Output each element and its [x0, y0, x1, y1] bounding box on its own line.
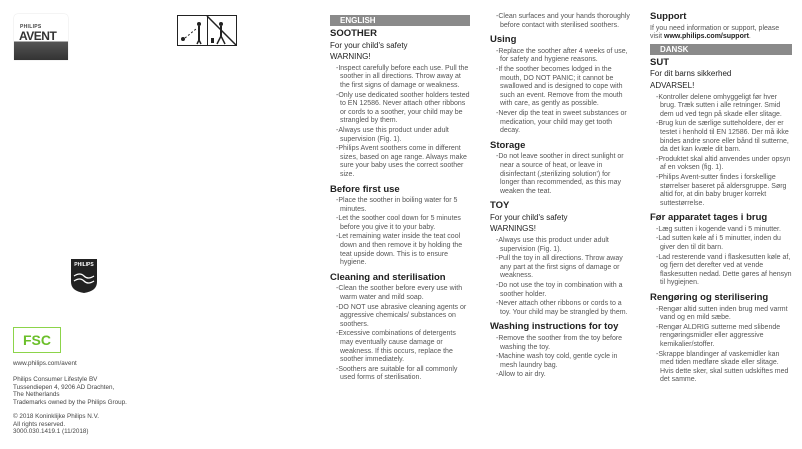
- list-item: - Produktet skal altid anvendes under opsyn af en voksen (fig. 1).: [655, 156, 792, 173]
- before-list: [650, 226, 792, 288]
- copyright-line: © 2018 Koninklijke Philips N.V.: [13, 413, 99, 420]
- using-list: [490, 48, 630, 136]
- list-item: - Clean the soother before every use with warm water and mild soap.: [335, 285, 470, 302]
- section-heading: Washing instructions for toy: [490, 321, 619, 333]
- list-item: - Rengør ALDRIG sutterne med slibende rengøringsmidler eller aggressive kemikalier/stoffer.: [655, 324, 792, 350]
- cleaning-list: [330, 285, 470, 383]
- list-item: - Only use dedicated soother holders tested to EN 12586. Never attach other ribbons or cords to a soother, your child may be strangled by them.: [335, 92, 470, 126]
- language-header-english: ENGLISH: [330, 15, 470, 26]
- list-item: - Allow to air dry.: [495, 371, 630, 380]
- language-header-danish: DANSK: [650, 44, 792, 55]
- list-item: - Inspect carefully before each use. Pull the soother in all directions. Throw away at the first signs of damage or weakness.: [335, 65, 470, 91]
- list-item: - Do not leave soother in direct sunlight or near a source of heat, or leave in disinfectant (‚sterilizing solution') for longer than recommended, as this may weaken the teat.: [495, 153, 630, 196]
- list-item: - Clean surfaces and your hands thoroughly before contact with sterilised soothers.: [495, 13, 630, 30]
- copyright-line: All rights reserved.: [13, 420, 66, 428]
- warning-list: [650, 94, 792, 209]
- list-item: - Machine wash toy cold, gentle cycle in mesh laundry bag.: [495, 353, 630, 370]
- section-title: SOOTHER: [330, 28, 377, 39]
- fsc-logo: FSC: [13, 327, 61, 353]
- list-item: - Remove the soother from the toy before washing the toy.: [495, 335, 630, 352]
- list-item: - Never attach other ribbons or cords to a toy. Your child may be strangled by them.: [495, 300, 630, 317]
- list-item: - DO NOT use abrasive cleaning agents or aggressive chemicals/ substances on soothers.: [335, 304, 470, 330]
- list-item: - Let remaining water inside the teat cool down and then remove it by holding the teat upside down. This is to ensure hygiene.: [335, 233, 470, 267]
- english-column-2: [490, 13, 630, 381]
- list-item: - Lad resterende vand i flaskesutten køle af, og fjern det derefter ved at vende flaskesutten nedad. Dette gøres af hensyn til hygiejnen.: [655, 254, 792, 288]
- list-item: - Let the soother cool down for 5 minutes before you give it to your baby.: [335, 215, 470, 232]
- section-title: TOY: [490, 200, 510, 212]
- list-item: - Lad sutten køle af i 5 minutter, inden du giver den til dit barn.: [655, 235, 792, 252]
- child-choking-warning-icon: [177, 15, 237, 46]
- list-item: - Always use this product under adult supervision (Fig. 1).: [335, 127, 470, 144]
- list-item: - Kontroller delene omhyggeligt før hver brug. Træk sutten i alle retninger. Smid dem ud ved tegn på skade eller slitage.: [655, 94, 792, 120]
- list-item: - Never dip the teat in sweet substances or medication, your child may get tooth decay.: [495, 110, 630, 136]
- list-item: - Always use this product under adult supervision (Fig. 1).: [495, 237, 630, 254]
- cleaning-list: [650, 306, 792, 385]
- cleaning-list-cont: [490, 13, 630, 30]
- list-item: - Brug kun de særlige sutteholdere, der er testet i henhold til EN 12586. Der må ikke bindes andre snore eller bånd til sutterne, da det kan kvæle dit barn.: [655, 120, 792, 154]
- section-heading: Before first use: [330, 183, 400, 195]
- before-list: [330, 197, 470, 268]
- list-item: - Place the soother in boiling water for 5 minutes.: [335, 197, 470, 214]
- list-item: - Soothers are suitable for all commonly used forms of sterilisation.: [335, 366, 470, 383]
- company-line: Philips Consumer Lifestyle BV: [13, 376, 98, 383]
- website-url: www.philips.com/avent: [13, 360, 77, 367]
- list-item: - Pull the toy in all directions. Throw away any part at the first signs of damage or weakness.: [495, 255, 630, 281]
- list-item: - Do not use the toy in combination with a soother holder.: [495, 282, 630, 299]
- storage-list: [490, 153, 630, 196]
- company-line: Trademarks owned by the Philips Group.: [13, 398, 127, 406]
- section-heading: Rengøring og sterilisering: [650, 292, 769, 304]
- toy-warning-list: [490, 237, 630, 317]
- list-item: - Skrappe blandinger af vaskemidler kan med tiden medføre skade eller slitage. Hvis dette sker, skal sutten udskiftes med det samme.: [655, 351, 792, 385]
- section-heading: Cleaning and sterilisation: [330, 271, 446, 283]
- section-heading: Support: [650, 11, 687, 22]
- philips-shield-icon: [70, 258, 98, 294]
- safety-subtitle: For your child's safety: [330, 40, 408, 50]
- list-item: - Replace the soother after 4 weeks of use, for safety and hygiene reasons.: [495, 48, 630, 65]
- warning-label: WARNING!: [330, 52, 371, 62]
- section-title: SUT: [650, 56, 669, 68]
- section-heading: Storage: [490, 139, 526, 151]
- warning-label: ADVARSEL!: [650, 80, 695, 90]
- philips-avent-logo: [14, 14, 68, 60]
- support-text: If you need information or support, please visit www.philips.com/support.: [650, 24, 780, 41]
- support-intro: If you need information or support, please visit: [650, 24, 780, 41]
- warning-list: [330, 65, 470, 180]
- copyright-line: 3000.030.1419.1 (11/2018): [13, 428, 89, 436]
- safety-subtitle: For dit barns sikkerhed: [650, 69, 732, 79]
- copyright: [13, 413, 99, 436]
- list-item: - Rengør altid sutten inden brug med varmt vand og en mild sæbe.: [655, 306, 792, 323]
- list-item: - If the soother becomes lodged in the mouth, DO NOT PANIC; it cannot be swallowed and is designed to cope with such an event. Remove from the mouth with care, as gently as possible.: [495, 66, 630, 109]
- company-line: The Netherlands: [13, 391, 60, 399]
- section-heading: Før apparatet tages i brug: [650, 212, 768, 224]
- logo-name: AVENT: [19, 29, 57, 43]
- list-item: - Philips Avent soothers come in different sizes, based on age range. Always make sure your baby uses the correct soother size.: [335, 145, 470, 179]
- wash-list: [490, 335, 630, 380]
- shield-label: PHILIPS: [74, 262, 94, 268]
- list-item: - Læg sutten i kogende vand i 5 minutter.: [655, 226, 792, 235]
- danish-column: [650, 13, 792, 386]
- support-link[interactable]: www.philips.com/support: [664, 33, 749, 41]
- safety-subtitle: For your child's safety: [490, 212, 568, 222]
- list-item: - Excessive combinations of detergents may eventually cause damage or weakness. If this occurs, replace the soother immediately.: [335, 330, 470, 364]
- company-address: [13, 376, 127, 406]
- list-item: - Philips Avent-sutter findes i forskellige størrelser baseret på aldersgruppe. Sørg altid for, at din baby bruger korrekt suttestørrelse.: [655, 174, 792, 208]
- company-line: Tussendiepen 4, 9206 AD Drachten,: [13, 383, 115, 391]
- english-column-1: [330, 15, 470, 384]
- section-heading: Using: [490, 34, 517, 46]
- logo-brand: PHILIPS: [20, 24, 42, 30]
- warning-label: WARNINGS!: [490, 224, 536, 234]
